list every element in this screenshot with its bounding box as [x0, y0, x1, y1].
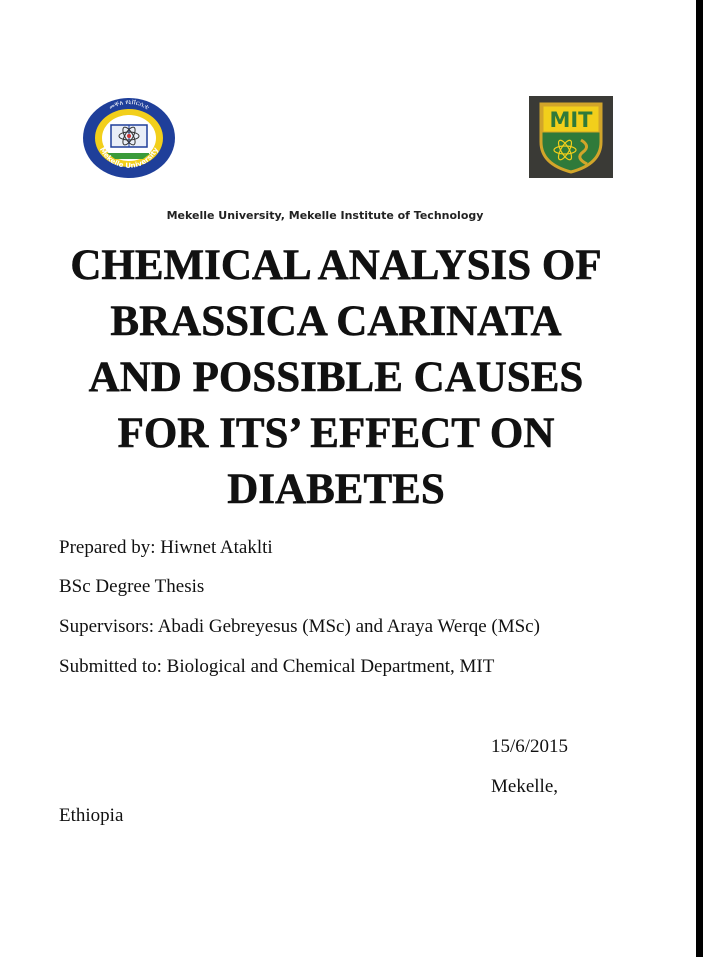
mit-crest-icon: [529, 96, 613, 178]
seal-top-text: መቐለ ዩኒቨርሲቲ: [107, 97, 151, 112]
seal-bottom-text: Mekelle University: [97, 145, 161, 170]
title-line: BRASSICA CARINATA: [110, 298, 562, 345]
city: Mekelle,: [491, 776, 559, 797]
country: Ethiopia: [59, 805, 124, 826]
mit-crest-text: MIT: [549, 108, 593, 132]
title-line: DIABETES: [227, 466, 445, 513]
thesis-title: [0, 238, 672, 518]
title-line: AND POSSIBLE CAUSES: [88, 354, 584, 401]
mekelle-university-seal-icon: [81, 97, 177, 179]
submitted-to: Submitted to: Biological and Chemical Department, MIT: [59, 656, 495, 677]
submission-date: 15/6/2015: [491, 736, 569, 757]
degree-type: BSc Degree Thesis: [59, 576, 205, 597]
title-line: FOR ITS’ EFFECT ON: [117, 410, 555, 457]
supervisors: Supervisors: Abadi Gebreyesus (MSc) and Araya Werqe (MSc): [59, 616, 540, 637]
prepared-by: Prepared by: Hiwnet Ataklti: [59, 537, 273, 558]
title-line: CHEMICAL ANALYSIS OF: [70, 242, 602, 289]
institution-name: Mekelle University, Mekelle Institute of Technology: [166, 209, 484, 222]
